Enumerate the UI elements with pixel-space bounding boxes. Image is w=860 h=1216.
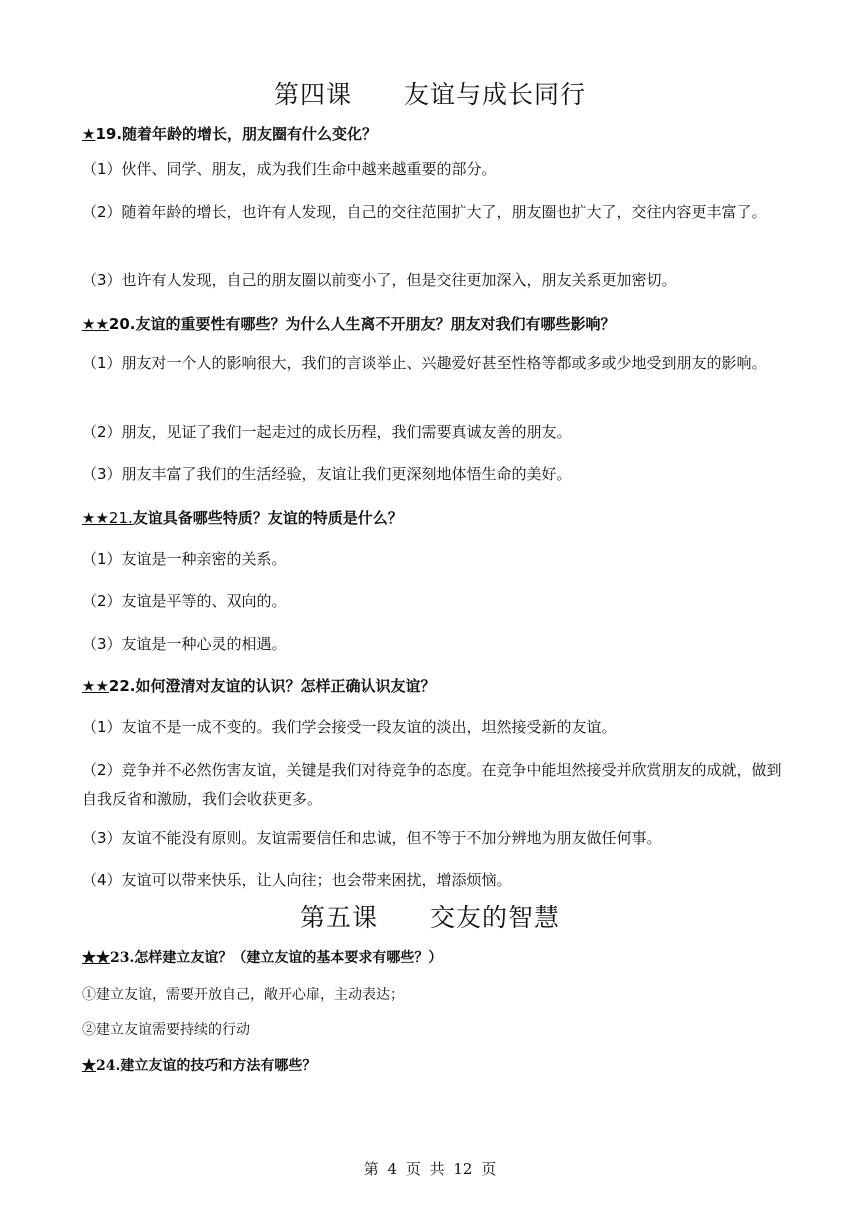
question-21 <box>82 506 782 530</box>
question-22 <box>82 674 782 698</box>
answer-22-2: （2）竞争并不必然伤害友谊，关键是我们对待竞争的态度。在竞争中能坦然接受并欣赏朋友的成就，做到自我反省和激励，我们会收获更多。 <box>82 761 782 808</box>
star-marker: ★★ <box>82 315 109 333</box>
answer-23-2: ②建立友谊需要持续的行动 <box>82 1022 250 1038</box>
question-text: 19.随着年龄的增长，朋友圈有什么变化？ <box>95 125 378 143</box>
question-23 <box>82 946 782 970</box>
star-marker: ★ <box>82 1058 96 1074</box>
lesson-4-title: 第四课 友谊与成长同行 <box>273 80 586 109</box>
star-marker: ★ <box>82 125 96 143</box>
question-20 <box>82 312 782 336</box>
answer-21-1: （1）友谊是一种亲密的关系。 <box>82 550 287 568</box>
answer-22-1: （1）友谊不是一成不变的。我们学会接受一段友谊的淡出，坦然接受新的友谊。 <box>82 718 617 736</box>
answer-22-4: （4）友谊可以带来快乐，让人向往；也会带来困扰，增添烦恼。 <box>82 871 512 889</box>
answer-21-2: （2）友谊是平等的、双向的。 <box>82 592 287 610</box>
answer-22-3: （3）友谊不能没有原则。友谊需要信任和忠诚，但不等于不加分辨地为朋友做任何事。 <box>82 829 662 847</box>
question-number: 21. <box>108 509 133 527</box>
answer-20-2: （2）朋友，见证了我们一起走过的成长历程，我们需要真诚友善的朋友。 <box>82 423 572 441</box>
question-24 <box>82 1054 782 1078</box>
star-marker: ★★ <box>82 677 109 695</box>
page-number-footer: 第 4 页 共 12 页 <box>363 1160 497 1178</box>
question-text: 友谊具备哪些特质？友谊的特质是什么？ <box>132 509 403 527</box>
lesson-5-title: 第五课 交友的智慧 <box>299 903 560 932</box>
star-marker: ★★ <box>82 950 110 966</box>
answer-20-3: （3）朋友丰富了我们的生活经验，友谊让我们更深刻地体悟生命的美好。 <box>82 465 572 483</box>
question-text: 23.怎样建立友谊？（建立友谊的基本要求有哪些？） <box>110 950 443 966</box>
answer-19-1: （1）伙伴、同学、朋友，成为我们生命中越来越重要的部分。 <box>82 160 497 178</box>
answer-21-3: （3）友谊是一种心灵的相遇。 <box>82 635 287 653</box>
question-text: 22.如何澄清对友谊的认识？怎样正确认识友谊？ <box>108 677 436 695</box>
star-marker: ★★ <box>82 509 109 527</box>
answer-23-1: ①建立友谊，需要开放自己，敞开心扉，主动表达； <box>82 987 404 1003</box>
answer-20-1: （1）朋友对一个人的影响很大，我们的言谈举止、兴趣爱好甚至性格等都或多或少地受到朋友的影响。 <box>82 354 767 372</box>
answer-19-2: （2）随着年龄的增长，也许有人发现，自己的交往范围扩大了，朋友圈也扩大了，交往内容更丰富了。 <box>82 203 767 221</box>
question-text: 20.友谊的重要性有哪些？为什么人生离不开朋友？朋友对我们有哪些影响？ <box>108 315 616 333</box>
answer-19-3: （3）也许有人发现，自己的朋友圈以前变小了，但是交往更加深入，朋友关系更加密切。 <box>82 271 677 289</box>
question-19 <box>82 122 782 146</box>
question-text: 24.建立友谊的技巧和方法有哪些？ <box>96 1058 317 1074</box>
